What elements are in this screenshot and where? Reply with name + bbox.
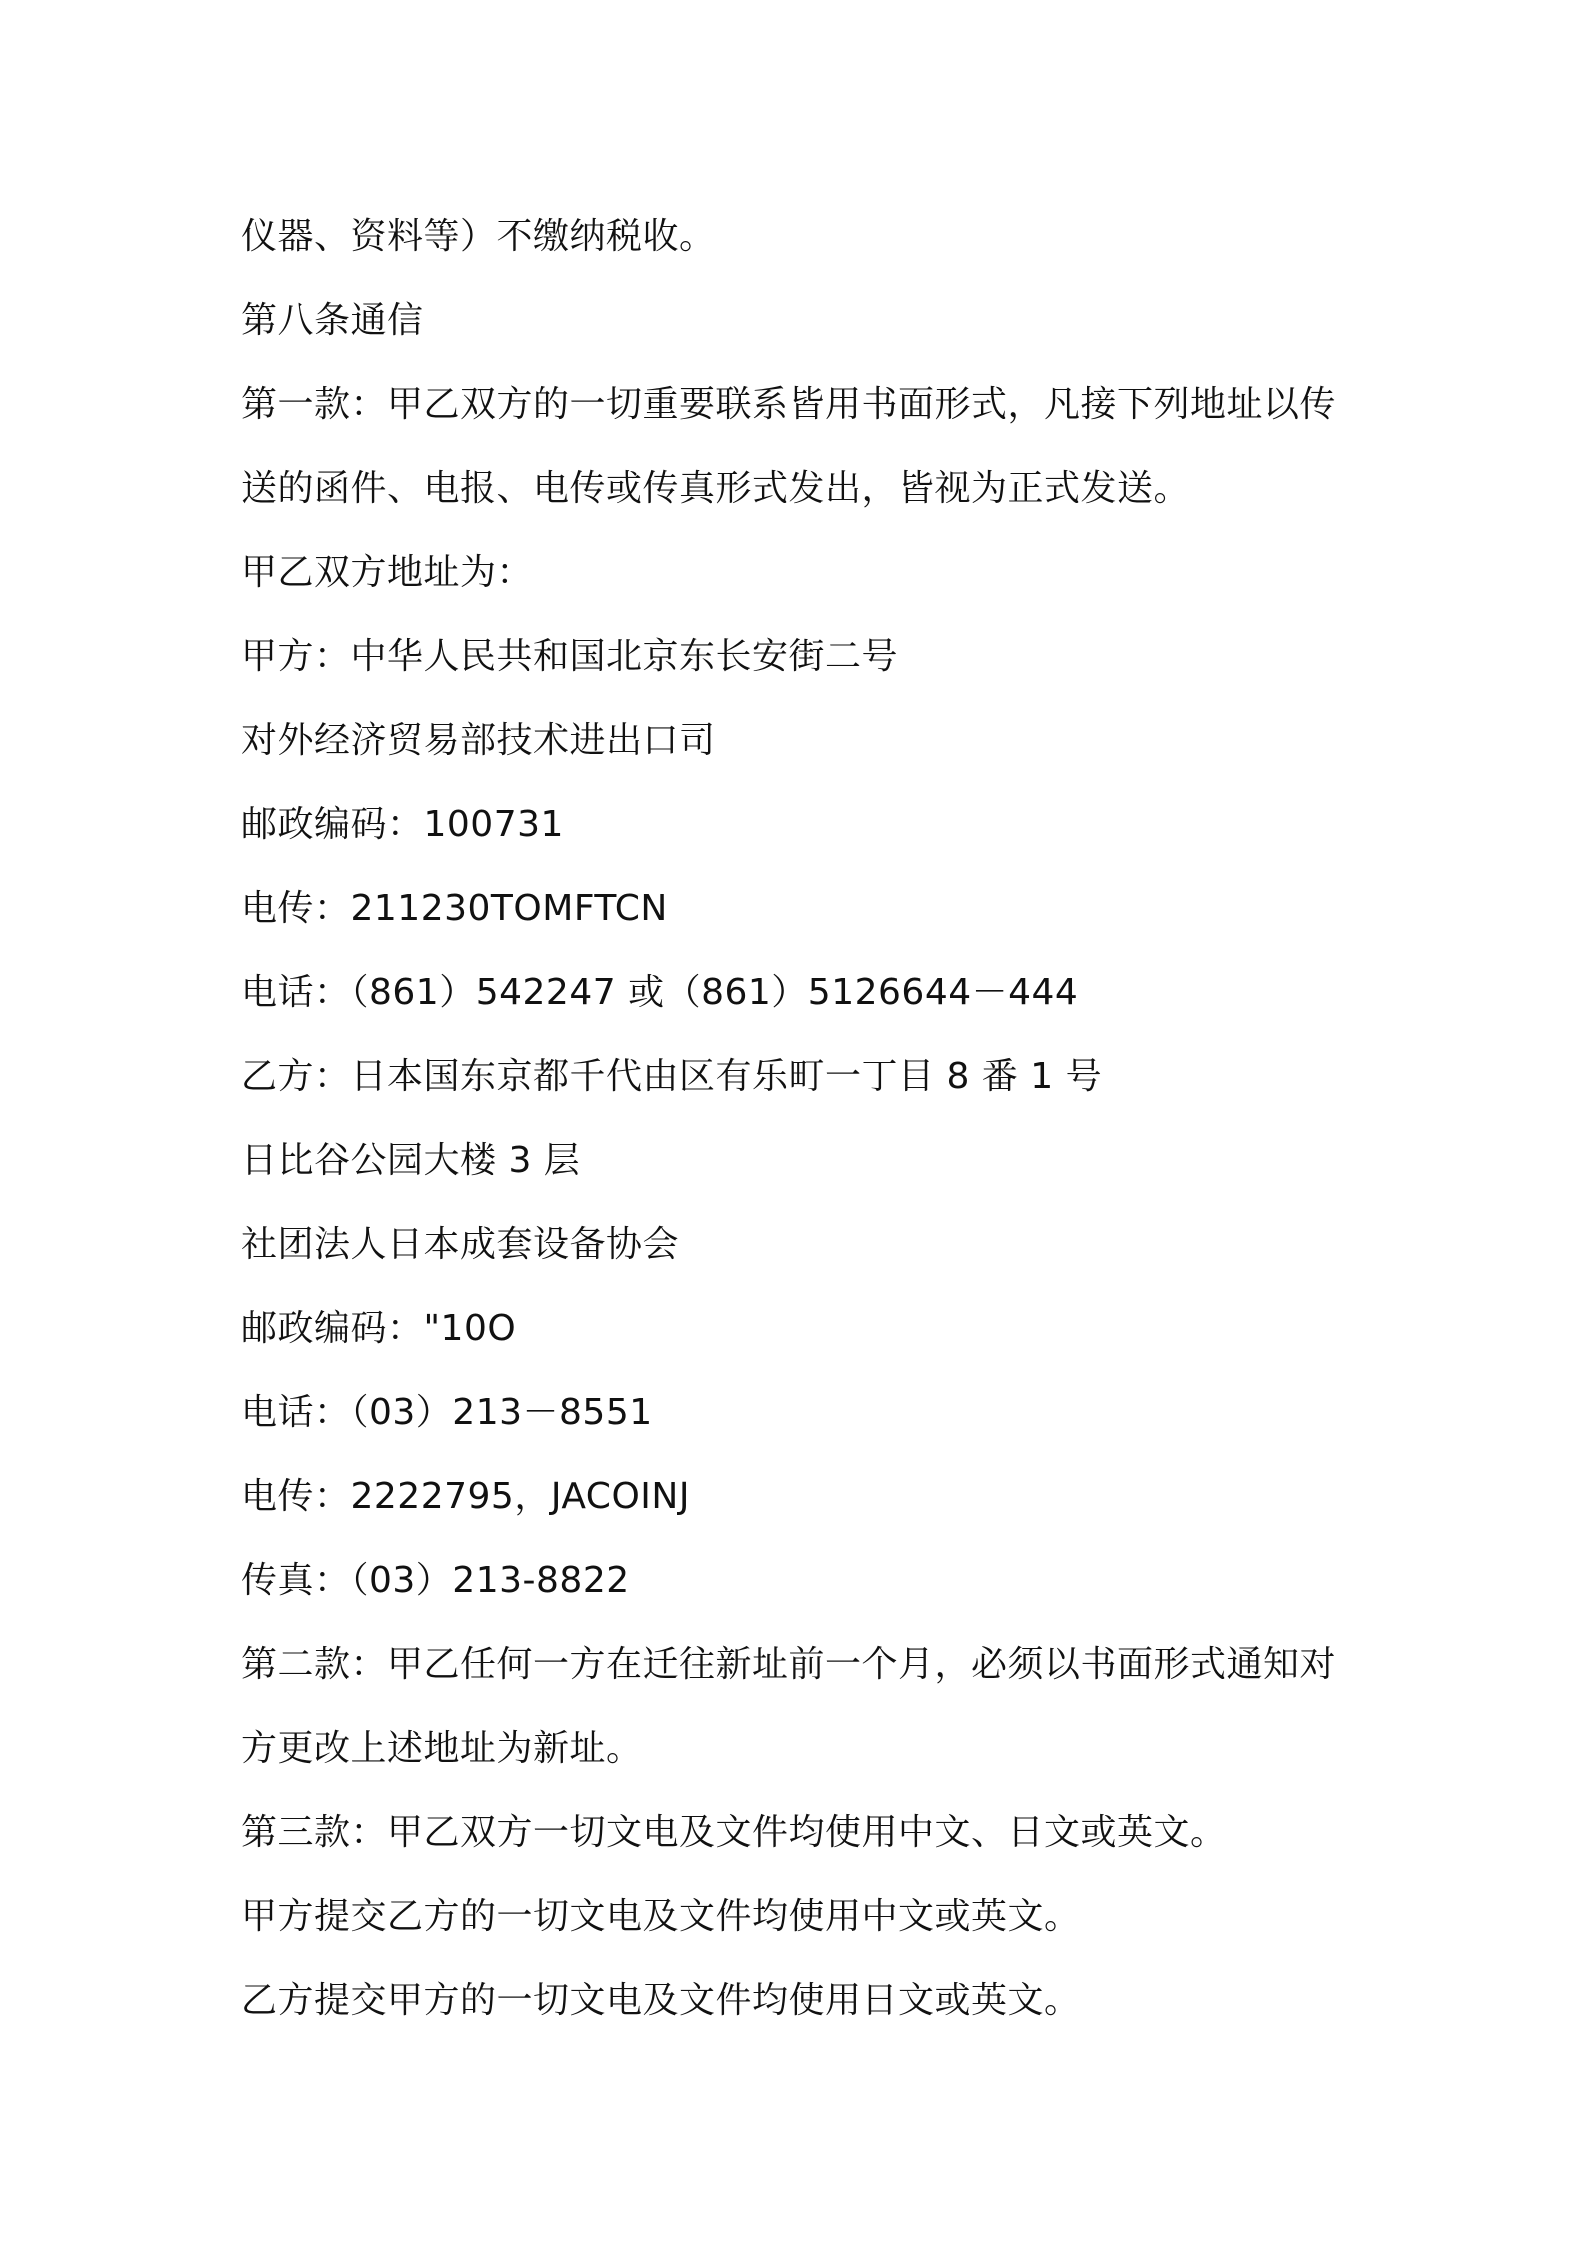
text-line: 乙方提交甲方的一切文电及文件均使用日文或英文。 [241,1980,1081,2021]
text-line: 第一款：甲乙双方的一切重要联系皆用书面形式，凡接下列地址以传 [241,384,1337,425]
section-heading: 第八条通信 [241,300,424,341]
text-line: 方更改上述地址为新址。 [241,1728,643,1769]
text-line: 甲方提交乙方的一切文电及文件均使用中文或英文。 [241,1896,1081,1937]
party-b-address: 乙方：日本国东京都千代由区有乐町一丁目 8 番 1 号 [241,1056,1103,1097]
text-line: 仪器、资料等）不缴纳税收。 [241,216,716,257]
party-a-phone: 电话：（861）542247 或（861）5126644－444 [241,972,1079,1013]
party-a-department: 对外经济贸易部技术进出口司 [241,720,716,761]
text-line: 甲乙双方地址为： [241,552,534,593]
party-b-fax: 传真：（03）213-8822 [241,1560,630,1601]
party-a-telex: 电传：211230TOMFTCN [241,888,668,929]
text-line: 送的函件、电报、电传或传真形式发出，皆视为正式发送。 [241,468,1191,509]
party-b-phone: 电话：（03）213－8551 [241,1392,653,1433]
party-b-organization: 社团法人日本成套设备协会 [241,1224,680,1265]
text-line: 第二款：甲乙任何一方在迁往新址前一个月，必须以书面形式通知对 [241,1644,1337,1685]
party-b-building: 日比谷公园大楼 3 层 [241,1140,581,1181]
party-a-address: 甲方：中华人民共和国北京东长安街二号 [241,636,899,677]
party-a-postcode: 邮政编码：100731 [241,804,564,845]
party-b-postcode: 邮政编码："10O [241,1308,517,1349]
document-body [241,195,1361,2043]
text-line: 第三款：甲乙双方一切文电及文件均使用中文、日文或英文。 [241,1812,1227,1853]
party-b-telex: 电传：2222795，JACOINJ [241,1476,690,1517]
